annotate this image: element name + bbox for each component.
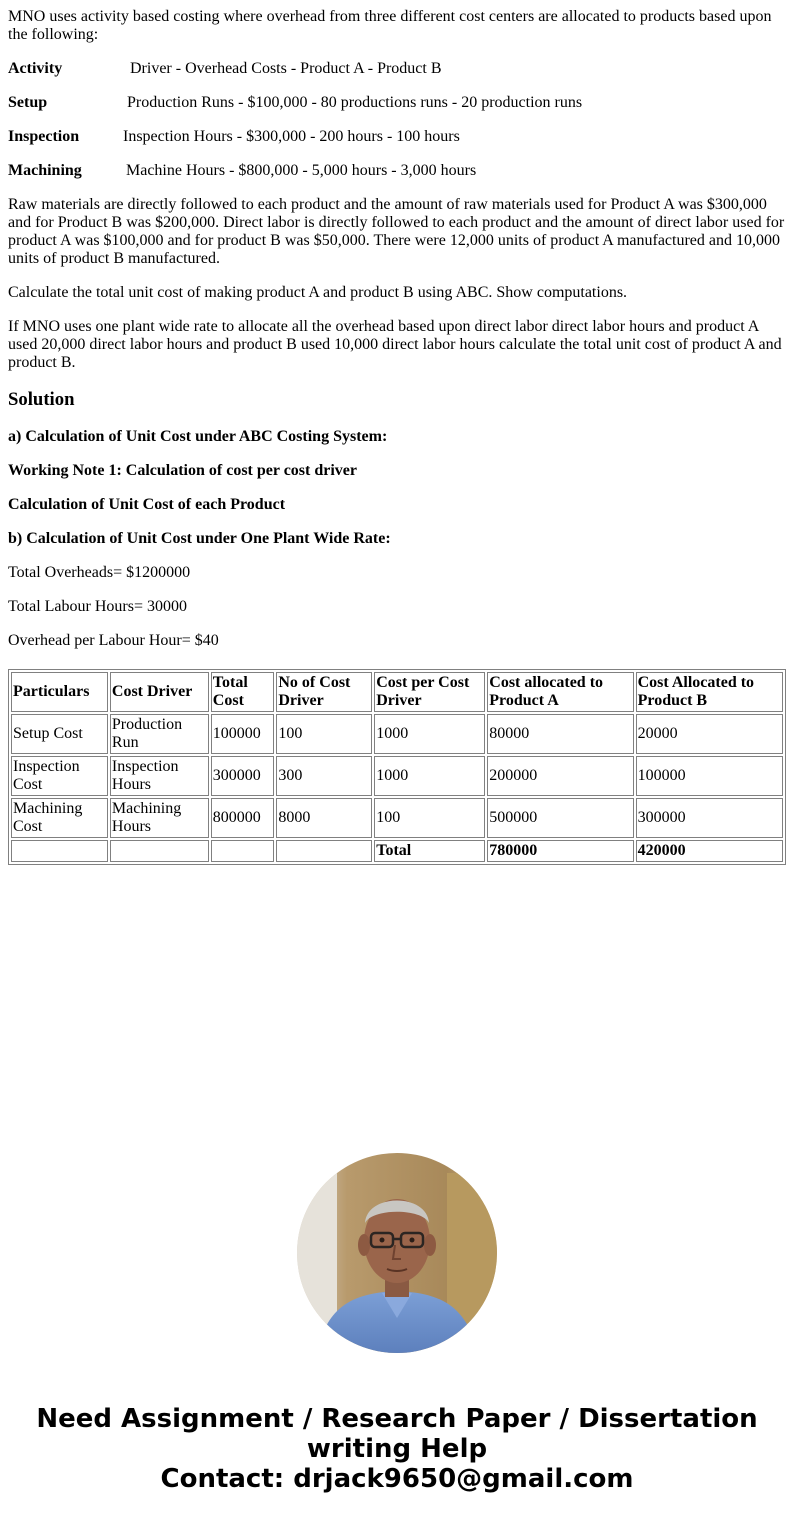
promo-banner [0,1404,794,1494]
table-total-a: 780000 [487,840,633,862]
activity-machining-row [8,162,786,180]
table-total-label: Total [374,840,485,862]
activity-text: Driver - Overhead Costs - Product A - Product B [130,60,442,77]
table-cell: 800000 [211,798,275,838]
table-header-cell: Cost Allocated to Product B [636,672,783,712]
table-cell: 8000 [276,798,372,838]
promo-line: Need Assignment / Research Paper / Dissertation [36,1404,758,1434]
table-header-cell: Total Cost [211,672,275,712]
activity-label: Machining [8,162,82,179]
table-cell [110,840,209,862]
activity-inspection-row [8,128,786,146]
activity-label: Activity [8,60,63,77]
paragraph-raw-materials: Raw materials are directly followed to each product and the amount of raw materials used for Product A was $300,000 and for Product B was $200,000. Direct labor is directly followed to each product and the amount of direct labor used for product A was $100,000 and for product B was $50,000. There were 12,000 units of product A manufactured and 10,000 units of product B manufactured. [8,196,785,267]
table-cell: Inspection Hours [110,756,209,796]
table-header-cell: Particulars [11,672,108,712]
table-cell: 100 [374,798,485,838]
table-row [11,756,783,796]
table-row [11,714,783,754]
table-cell: Machining Hours [110,798,209,838]
solution-heading: Solution [8,389,75,410]
table-header-cell: No of Cost Driver [276,672,372,712]
paragraph-plant-wide: If MNO uses one plant wide rate to allocate all the overhead based upon direct labor direct labor hours and product A used 20,000 direct labor hours and product B used 10,000 direct labor hours calculate the total unit cost of product A and product B. [8,318,782,371]
promo-line: writing Help [306,1434,488,1464]
paragraph-calculate: Calculate the total unit cost of making product A and product B using ABC. Show computations. [8,284,628,301]
table-cell: Inspection Cost [11,756,108,796]
cost-allocation-table [8,669,786,865]
table-row [11,798,783,838]
table-cell: 1000 [374,756,485,796]
table-cell: 100000 [636,756,783,796]
activity-text: Machine Hours - $800,000 - 5,000 hours - 3,000 hours [126,162,477,179]
table-cell: Setup Cost [11,714,108,754]
total-overheads-text: Total Overheads= $1200000 [8,564,191,581]
activity-text: Production Runs - $100,000 - 80 productions runs - 20 production runs [127,94,583,111]
table-cell: 100 [276,714,372,754]
table-cell: 300 [276,756,372,796]
table-cell: 300000 [211,756,275,796]
table-cell: 300000 [636,798,783,838]
activity-header-row [8,60,786,78]
table-cell: 80000 [487,714,633,754]
table-cell: 20000 [636,714,783,754]
table-total-row [11,840,783,862]
table-cell [11,840,108,862]
activity-text: Inspection Hours - $300,000 - 200 hours - 100 hours [123,128,460,145]
table-cell [276,840,372,862]
activity-label: Inspection [8,128,80,145]
activity-setup-row [8,94,786,112]
table-total-b: 420000 [636,840,783,862]
promo-contact: Contact: drjack9650@gmail.com [160,1464,634,1494]
table-cell: 200000 [487,756,633,796]
table-cell: Production Run [110,714,209,754]
table-cell: Machining Cost [11,798,108,838]
table-header-cell: Cost per Cost Driver [374,672,485,712]
table-cell: 1000 [374,714,485,754]
overhead-per-hour-text: Overhead per Labour Hour= $40 [8,632,219,649]
unit-cost-heading: Calculation of Unit Cost of each Product [8,496,286,513]
table-cell: 500000 [487,798,633,838]
author-photo [297,1153,497,1353]
part-a-heading: a) Calculation of Unit Cost under ABC Costing System: [8,428,388,445]
table-header-cell: Cost Driver [110,672,209,712]
table-cell [211,840,275,862]
question-content [8,8,786,666]
intro-text: MNO uses activity based costing where overhead from three different cost centers are allocated to products based upon the following: [8,8,772,43]
working-note-heading: Working Note 1: Calculation of cost per cost driver [8,462,357,479]
part-b-heading: b) Calculation of Unit Cost under One Plant Wide Rate: [8,530,391,547]
table-cell: 100000 [211,714,275,754]
table-header-row [11,672,783,712]
total-labour-hours-text: Total Labour Hours= 30000 [8,598,187,615]
activity-label: Setup [8,94,48,111]
table-header-cell: Cost allocated to Product A [487,672,633,712]
